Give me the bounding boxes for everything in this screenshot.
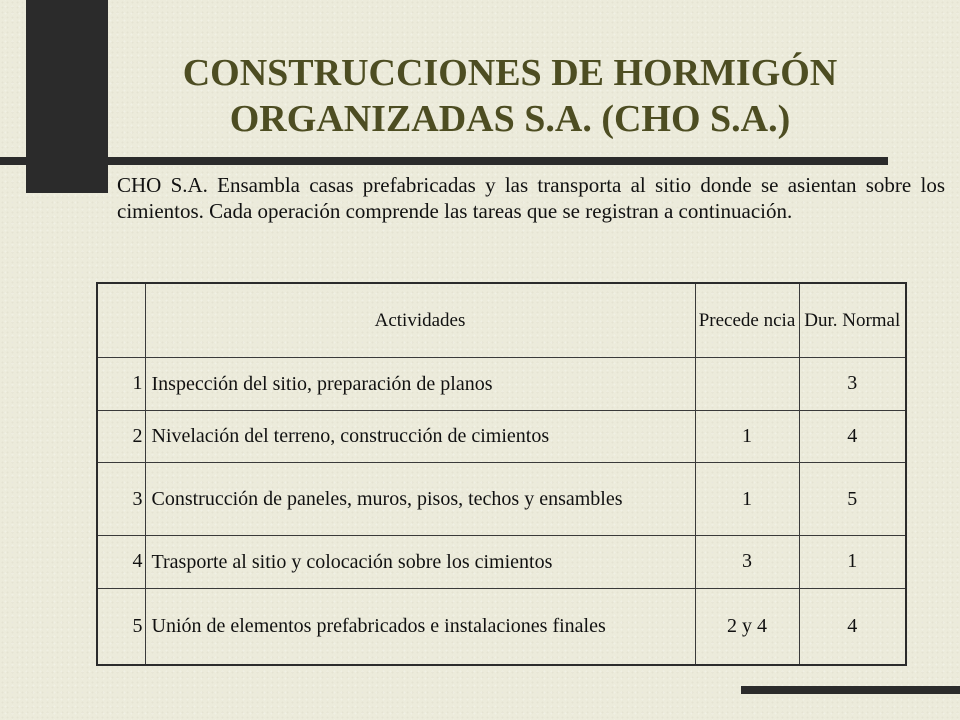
row-duration: 4 (799, 588, 906, 665)
header-duration: Dur. Normal (799, 283, 906, 358)
row-duration: 1 (799, 536, 906, 589)
row-precedence: 1 (695, 463, 799, 536)
header-number (97, 283, 145, 358)
slide-title-line2: ORGANIZADAS S.A. (CHO S.A.) (229, 98, 791, 140)
row-duration: 3 (799, 358, 906, 411)
row-activity: Inspección del sitio, preparación de planos (145, 358, 695, 411)
row-duration: 5 (799, 463, 906, 536)
row-number: 5 (97, 588, 145, 665)
row-precedence: 1 (695, 410, 799, 463)
row-activity: Construcción de paneles, muros, pisos, techos y ensambles (145, 463, 695, 536)
table-row (97, 588, 906, 665)
activities-table (96, 282, 907, 666)
table-header-row (97, 283, 906, 358)
row-number: 4 (97, 536, 145, 589)
slide-title (120, 50, 900, 142)
row-number: 1 (97, 358, 145, 411)
row-precedence: 2 y 4 (695, 588, 799, 665)
slide-title-line1: CONSTRUCCIONES DE HORMIGÓN (182, 52, 838, 94)
decorative-line-top (0, 157, 888, 165)
header-activities: Actividades (145, 283, 695, 358)
row-number: 2 (97, 410, 145, 463)
table-row (97, 358, 906, 411)
table-row (97, 410, 906, 463)
row-activity: Nivelación del terreno, construcción de cimientos (145, 410, 695, 463)
header-precedence: Precede ncia (695, 283, 799, 358)
row-precedence (695, 358, 799, 411)
row-activity: Unión de elementos prefabricados e instalaciones finales (145, 588, 695, 665)
row-number: 3 (97, 463, 145, 536)
table-row (97, 536, 906, 589)
row-precedence: 3 (695, 536, 799, 589)
row-duration: 4 (799, 410, 906, 463)
table-row (97, 463, 906, 536)
decorative-line-bottom (741, 686, 960, 694)
row-activity: Trasporte al sitio y colocación sobre los cimientos (145, 536, 695, 589)
intro-paragraph: CHO S.A. Ensambla casas prefabricadas y las transporta al sitio donde se asientan sobre los cimientos. Cada operación comprende las tareas que se registran a continuación. (117, 173, 945, 223)
